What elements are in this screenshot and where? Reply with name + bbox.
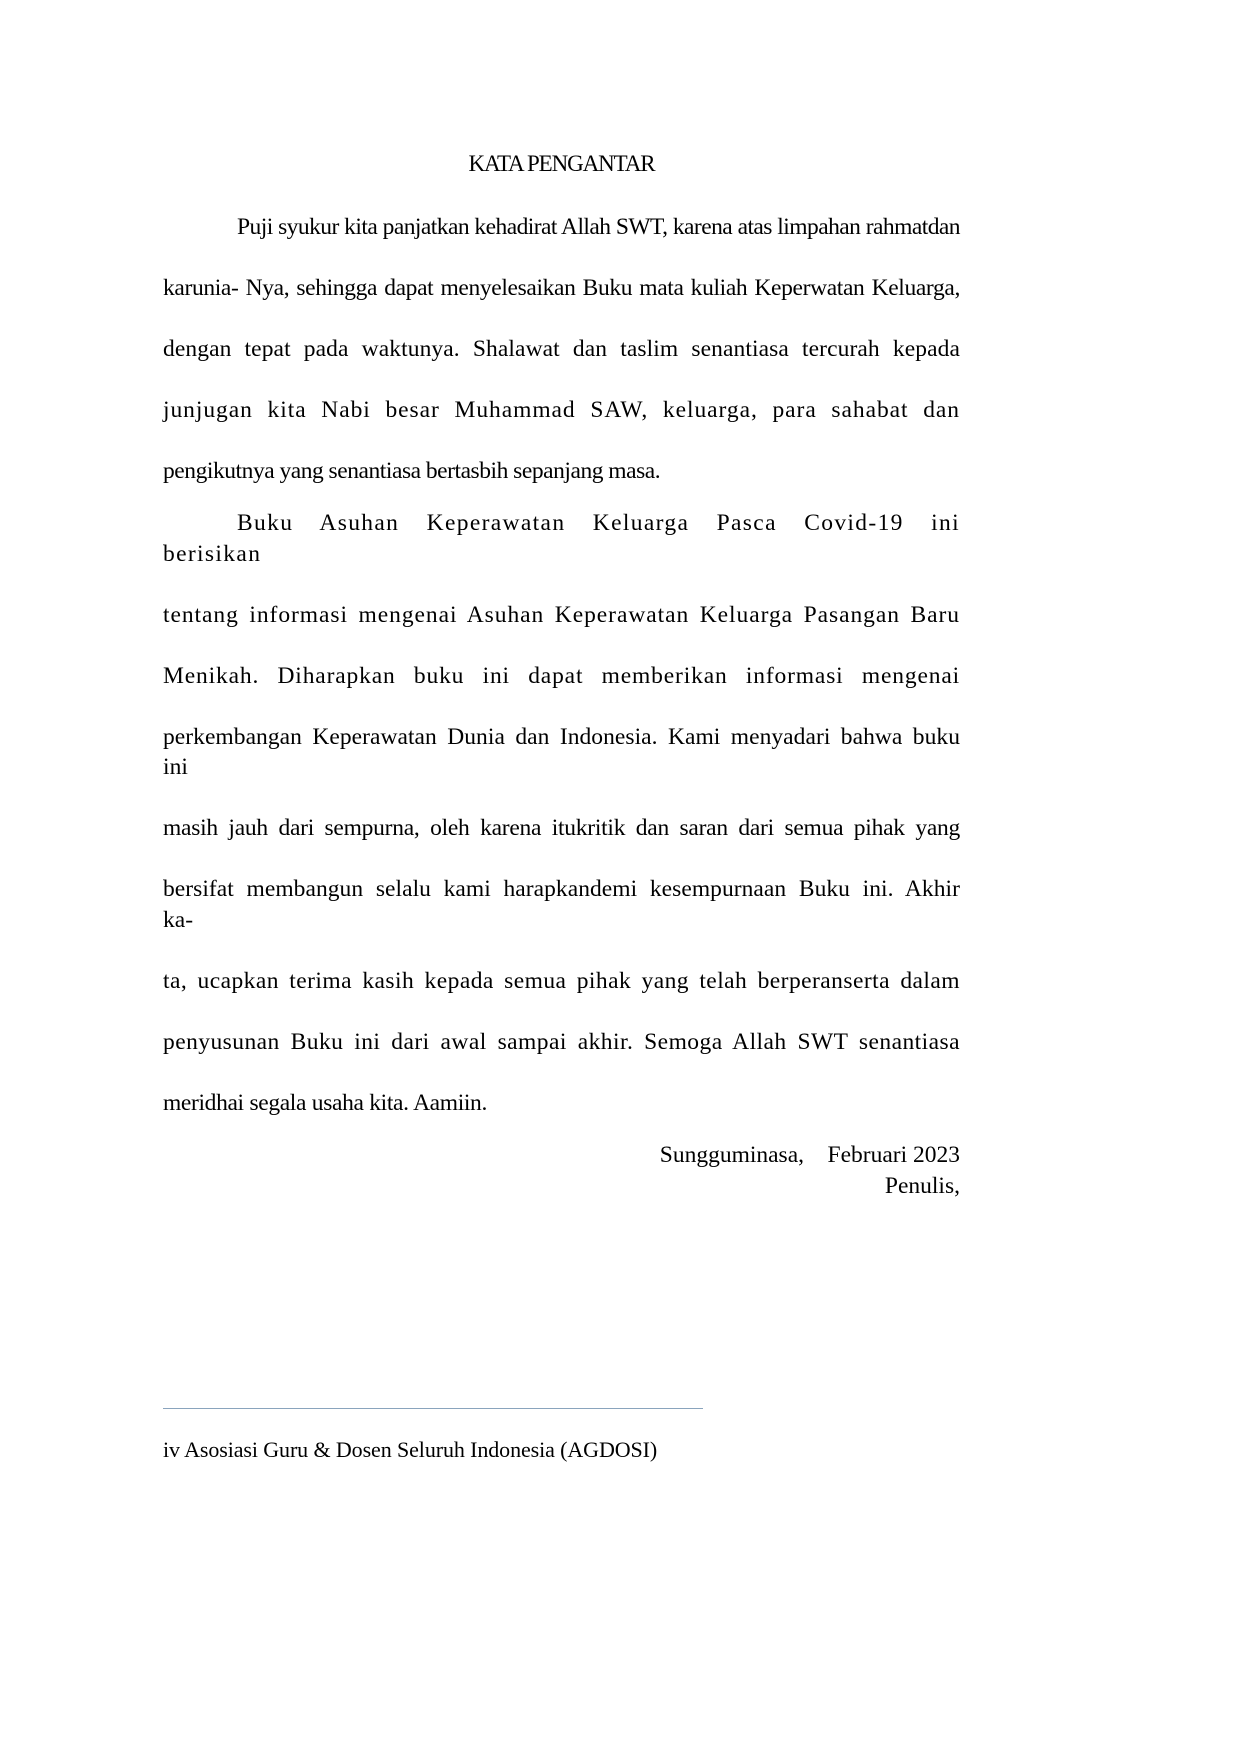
paragraph-line-text: Menikah. Diharapkan buku ini dapat memberikan informasi mengenai bbox=[163, 662, 960, 689]
paragraph-line-text: Buku Asuhan Keperawatan Keluarga Pasca Covid-19 ini berisikan bbox=[163, 510, 960, 567]
paragraph-line bbox=[163, 273, 960, 334]
paragraph-line bbox=[163, 395, 960, 456]
paragraph-gratitude bbox=[163, 212, 960, 487]
paragraph-line-text: pengikutnya yang senantiasa bertasbih sepanjang masa. bbox=[163, 457, 661, 484]
paragraph-line bbox=[163, 661, 960, 722]
footer-divider bbox=[163, 1408, 703, 1409]
page-title: KATA PENGANTAR bbox=[468, 151, 655, 176]
paragraph-line bbox=[163, 722, 960, 814]
paragraph-line-text: meridhai segala usaha kita. Aamiin. bbox=[163, 1089, 487, 1116]
signature-place-date: Sungguminasa, Februari 2023 bbox=[659, 1142, 960, 1169]
paragraph-line-text: dengan tepat pada waktunya. Shalawat dan taslim senantiasa tercurah kepada bbox=[163, 335, 960, 362]
paragraph-line-text: masih jauh dari sempurna, oleh karena itukritik dan saran dari semua pihak yang bbox=[163, 815, 960, 842]
paragraph-line-text: Puji syukur kita panjatkan kehadirat Allah SWT, karena atas limpahan rahmatdan bbox=[237, 213, 960, 240]
paragraph-book-description bbox=[163, 508, 960, 1118]
paragraph-line bbox=[163, 456, 960, 487]
paragraph-line-text: ta, ucapkan terima kasih kepada semua pihak yang telah berperanserta dalam bbox=[163, 967, 960, 994]
paragraph-line-text: karunia- Nya, sehingga dapat menyelesaikan Buku mata kuliah Keperwatan Keluarga, bbox=[163, 274, 960, 301]
paragraph-line bbox=[163, 334, 960, 395]
signature-block bbox=[163, 1140, 960, 1201]
paragraph-line-text: tentang informasi mengenai Asuhan Keperawatan Keluarga Pasangan Baru bbox=[163, 601, 960, 628]
signature-author-label: Penulis, bbox=[884, 1172, 960, 1199]
paragraph-line-text: bersifat membangun selalu kami harapkandemi kesempurnaan Buku ini. Akhir ka- bbox=[163, 876, 960, 933]
paragraph-line bbox=[163, 1027, 960, 1088]
paragraph-line-text: perkembangan Keperawatan Dunia dan Indonesia. Kami menyadari bahwa buku ini bbox=[163, 723, 960, 781]
paragraph-line bbox=[163, 600, 960, 661]
page-content bbox=[163, 150, 960, 1201]
paragraph-line bbox=[163, 874, 960, 966]
paragraph-line bbox=[163, 212, 960, 273]
paragraph-line bbox=[163, 1088, 960, 1119]
page-footer bbox=[163, 1408, 1063, 1463]
paragraph-line-text: penyusunan Buku ini dari awal sampai akhir. Semoga Allah SWT senantiasa bbox=[163, 1028, 960, 1055]
paragraph-line bbox=[163, 966, 960, 1027]
footer-publisher-line: iv Asosiasi Guru & Dosen Seluruh Indonesia (AGDOSI) bbox=[163, 1437, 658, 1462]
paragraph-line bbox=[163, 813, 960, 874]
paragraph-line bbox=[163, 508, 960, 600]
paragraph-line-text: junjugan kita Nabi besar Muhammad SAW, keluarga, para sahabat dan bbox=[163, 396, 960, 423]
